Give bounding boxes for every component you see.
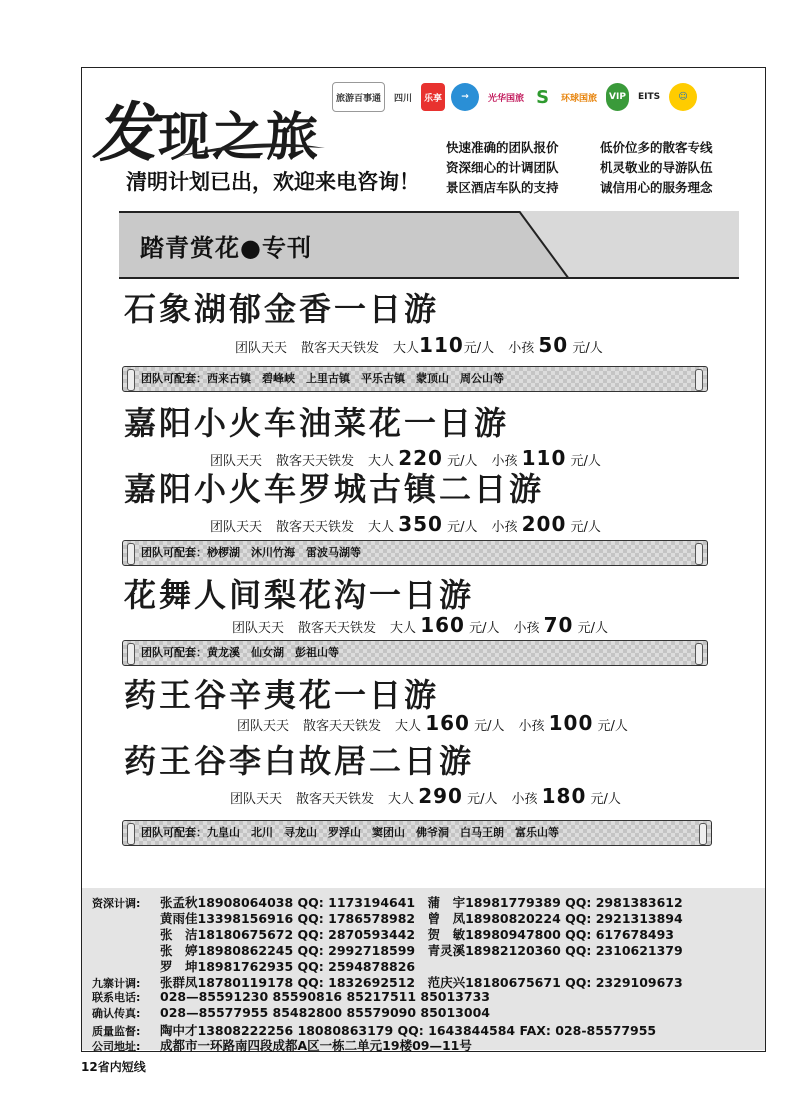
team-label: 团队天天	[230, 792, 283, 807]
contact-row	[92, 1036, 472, 1054]
child-price: 100	[548, 711, 594, 735]
page-footer: 12省内短线	[81, 1060, 146, 1074]
adult-unit: 元/人	[474, 719, 505, 734]
section-banner-text: 踏青赏花●专刊	[140, 234, 312, 262]
adult-label: 大人	[368, 454, 395, 469]
selling-point: 机灵敬业的导游队伍	[600, 160, 713, 175]
tour-price-line	[237, 711, 628, 735]
partner-logo-arrow: →	[451, 83, 479, 111]
adult-unit: 元/人	[447, 520, 478, 535]
addon-scroll: 团队可配套：桫椤湖 沐川竹海 雷波马湖等	[122, 540, 708, 566]
team-label: 团队天天	[210, 454, 263, 469]
tour-title: 嘉阳小火车罗城古镇二日游	[124, 470, 545, 508]
partner-logo-lexiang: 乐享	[421, 83, 445, 111]
adult-unit: 元/人	[467, 792, 498, 807]
daily-label: 散客天天铁发	[296, 792, 375, 807]
contact-label: 确认传真:	[92, 1007, 141, 1020]
selling-point: 低价位多的散客专线	[600, 140, 713, 155]
adult-label: 大人	[388, 792, 415, 807]
masthead-swoosh-icon	[177, 140, 327, 162]
child-price: 110	[521, 446, 567, 470]
tour-title: 石象湖郁金香一日游	[124, 290, 440, 328]
contact-text: 028—85591230 85590816 85217511 85013733	[160, 989, 490, 1004]
addon-scroll: 团队可配套：黄龙溪 仙女湖 彭祖山等	[122, 640, 708, 666]
daily-label: 散客天天铁发	[301, 341, 380, 356]
child-unit: 元/人	[597, 719, 628, 734]
contact-text: 张 婷18980862245 QQ: 2992718599 青灵溪18982120360 QQ: 2310621379	[160, 943, 683, 958]
adult-unit: 元/人	[447, 454, 478, 469]
daily-label: 散客天天铁发	[298, 621, 377, 636]
child-label: 小孩	[508, 341, 535, 356]
selling-point: 诚信用心的服务理念	[600, 180, 713, 195]
partner-logo-sichuan: 四川	[394, 93, 413, 104]
child-label: 小孩	[511, 792, 538, 807]
addon-scroll: 团队可配套：西来古镇 碧峰峡 上里古镇 平乐古镇 蒙顶山 周公山等	[122, 366, 708, 392]
adult-unit: 元/人	[463, 341, 495, 356]
tour-title: 药王谷李白故居二日游	[124, 742, 475, 780]
contact-row	[92, 1005, 490, 1021]
contact-label: 质量监督:	[92, 1025, 141, 1038]
contact-block	[82, 888, 765, 1053]
tour-title: 药王谷辛夷花一日游	[124, 676, 440, 714]
child-price: 70	[543, 613, 574, 637]
selling-points	[446, 138, 754, 196]
child-unit: 元/人	[577, 621, 608, 636]
adult-label: 大人	[395, 719, 422, 734]
page-frame	[81, 67, 766, 1052]
partner-logo-huanqiu: 环球国旅	[561, 93, 598, 104]
contact-text: 黄雨佳13398156916 QQ: 1786578982 曾 凤18980820224 QQ: 2921313894	[160, 911, 683, 926]
child-price: 50	[538, 333, 569, 357]
contact-text: 028—85577955 85482800 85579090 85013004	[160, 1005, 490, 1020]
selling-point: 资深细心的计调团队	[446, 160, 559, 175]
team-label: 团队天天	[235, 341, 288, 356]
adult-label: 大人	[393, 341, 420, 356]
contact-text: 罗 坤18981762935 QQ: 2594878826	[160, 959, 416, 974]
tour-price-line	[235, 333, 603, 357]
contact-text: 陶中才13808222256 18080863179 QQ: 1643844584 FAX: 028-85577955	[160, 1023, 657, 1038]
partner-logo-eits: EITS	[637, 92, 661, 102]
addon-scroll: 团队可配套：九皇山 北川 寻龙山 罗浮山 窦团山 佛爷洞 白马王朗 富乐山等	[122, 820, 712, 846]
contact-label: 资深计调:	[92, 897, 141, 910]
child-label: 小孩	[491, 454, 518, 469]
child-price: 200	[521, 512, 567, 536]
partner-logo-smile: ☺	[669, 83, 697, 111]
team-label: 团队天天	[237, 719, 290, 734]
partner-logo-vip: VIP	[606, 83, 629, 111]
adult-label: 大人	[390, 621, 417, 636]
partner-logo-guanghua: 光华国旅	[488, 93, 525, 104]
contact-label: 公司地址:	[92, 1040, 141, 1053]
adult-label: 大人	[368, 520, 395, 535]
partner-logo-s: S	[536, 86, 550, 108]
partner-logo-baishitong: 旅游百事通	[332, 82, 385, 112]
contact-row	[92, 989, 490, 1005]
contact-text: 张 洁18180675672 QQ: 2870593442 贺 敏18980947800 QQ: 617678493	[160, 927, 675, 942]
adult-price: 350	[398, 512, 443, 536]
daily-label: 散客天天铁发	[276, 520, 355, 535]
contact-label: 联系电话:	[92, 991, 141, 1004]
contact-text: 张孟秋18908064038 QQ: 1173194641 蒲 宇18981779389 QQ: 2981383612	[160, 895, 683, 910]
adult-price: 160	[425, 711, 470, 735]
child-price: 180	[541, 784, 587, 808]
partner-logos	[332, 82, 697, 112]
child-label: 小孩	[518, 719, 545, 734]
selling-point: 快速准确的团队报价	[446, 140, 559, 155]
selling-point: 景区酒店车队的支持	[446, 180, 559, 195]
adult-unit: 元/人	[469, 621, 500, 636]
contact-text: 张群凤18780119178 QQ: 1832692512 范庆兴18180675671 QQ: 2329109673	[160, 975, 683, 990]
tour-title: 花舞人间梨花沟一日游	[124, 576, 475, 614]
adult-price: 290	[418, 784, 463, 808]
tour-title: 嘉阳小火车油菜花一日游	[124, 404, 510, 442]
slogan: 清明计划已出，欢迎来电咨询！	[126, 170, 420, 194]
adult-price: 220	[398, 446, 443, 470]
tour-price-line	[210, 512, 601, 536]
child-unit: 元/人	[570, 520, 601, 535]
child-label: 小孩	[513, 621, 540, 636]
team-label: 团队天天	[232, 621, 285, 636]
contact-text: 成都市一环路南四段成都A区一栋二单元19楼09—11号	[160, 1038, 472, 1053]
child-unit: 元/人	[590, 792, 621, 807]
tour-price-line	[232, 613, 608, 637]
child-unit: 元/人	[572, 341, 603, 356]
adult-price: 160	[420, 613, 465, 637]
daily-label: 散客天天铁发	[276, 454, 355, 469]
child-unit: 元/人	[570, 454, 601, 469]
contact-label: 九寨计调:	[92, 977, 141, 990]
tour-price-line	[230, 784, 621, 808]
child-label: 小孩	[491, 520, 518, 535]
daily-label: 散客天天铁发	[303, 719, 382, 734]
masthead-rest: 现之旅	[158, 107, 321, 168]
adult-price: 110	[419, 333, 464, 357]
team-label: 团队天天	[210, 520, 263, 535]
masthead-first-char: 发	[92, 96, 158, 171]
